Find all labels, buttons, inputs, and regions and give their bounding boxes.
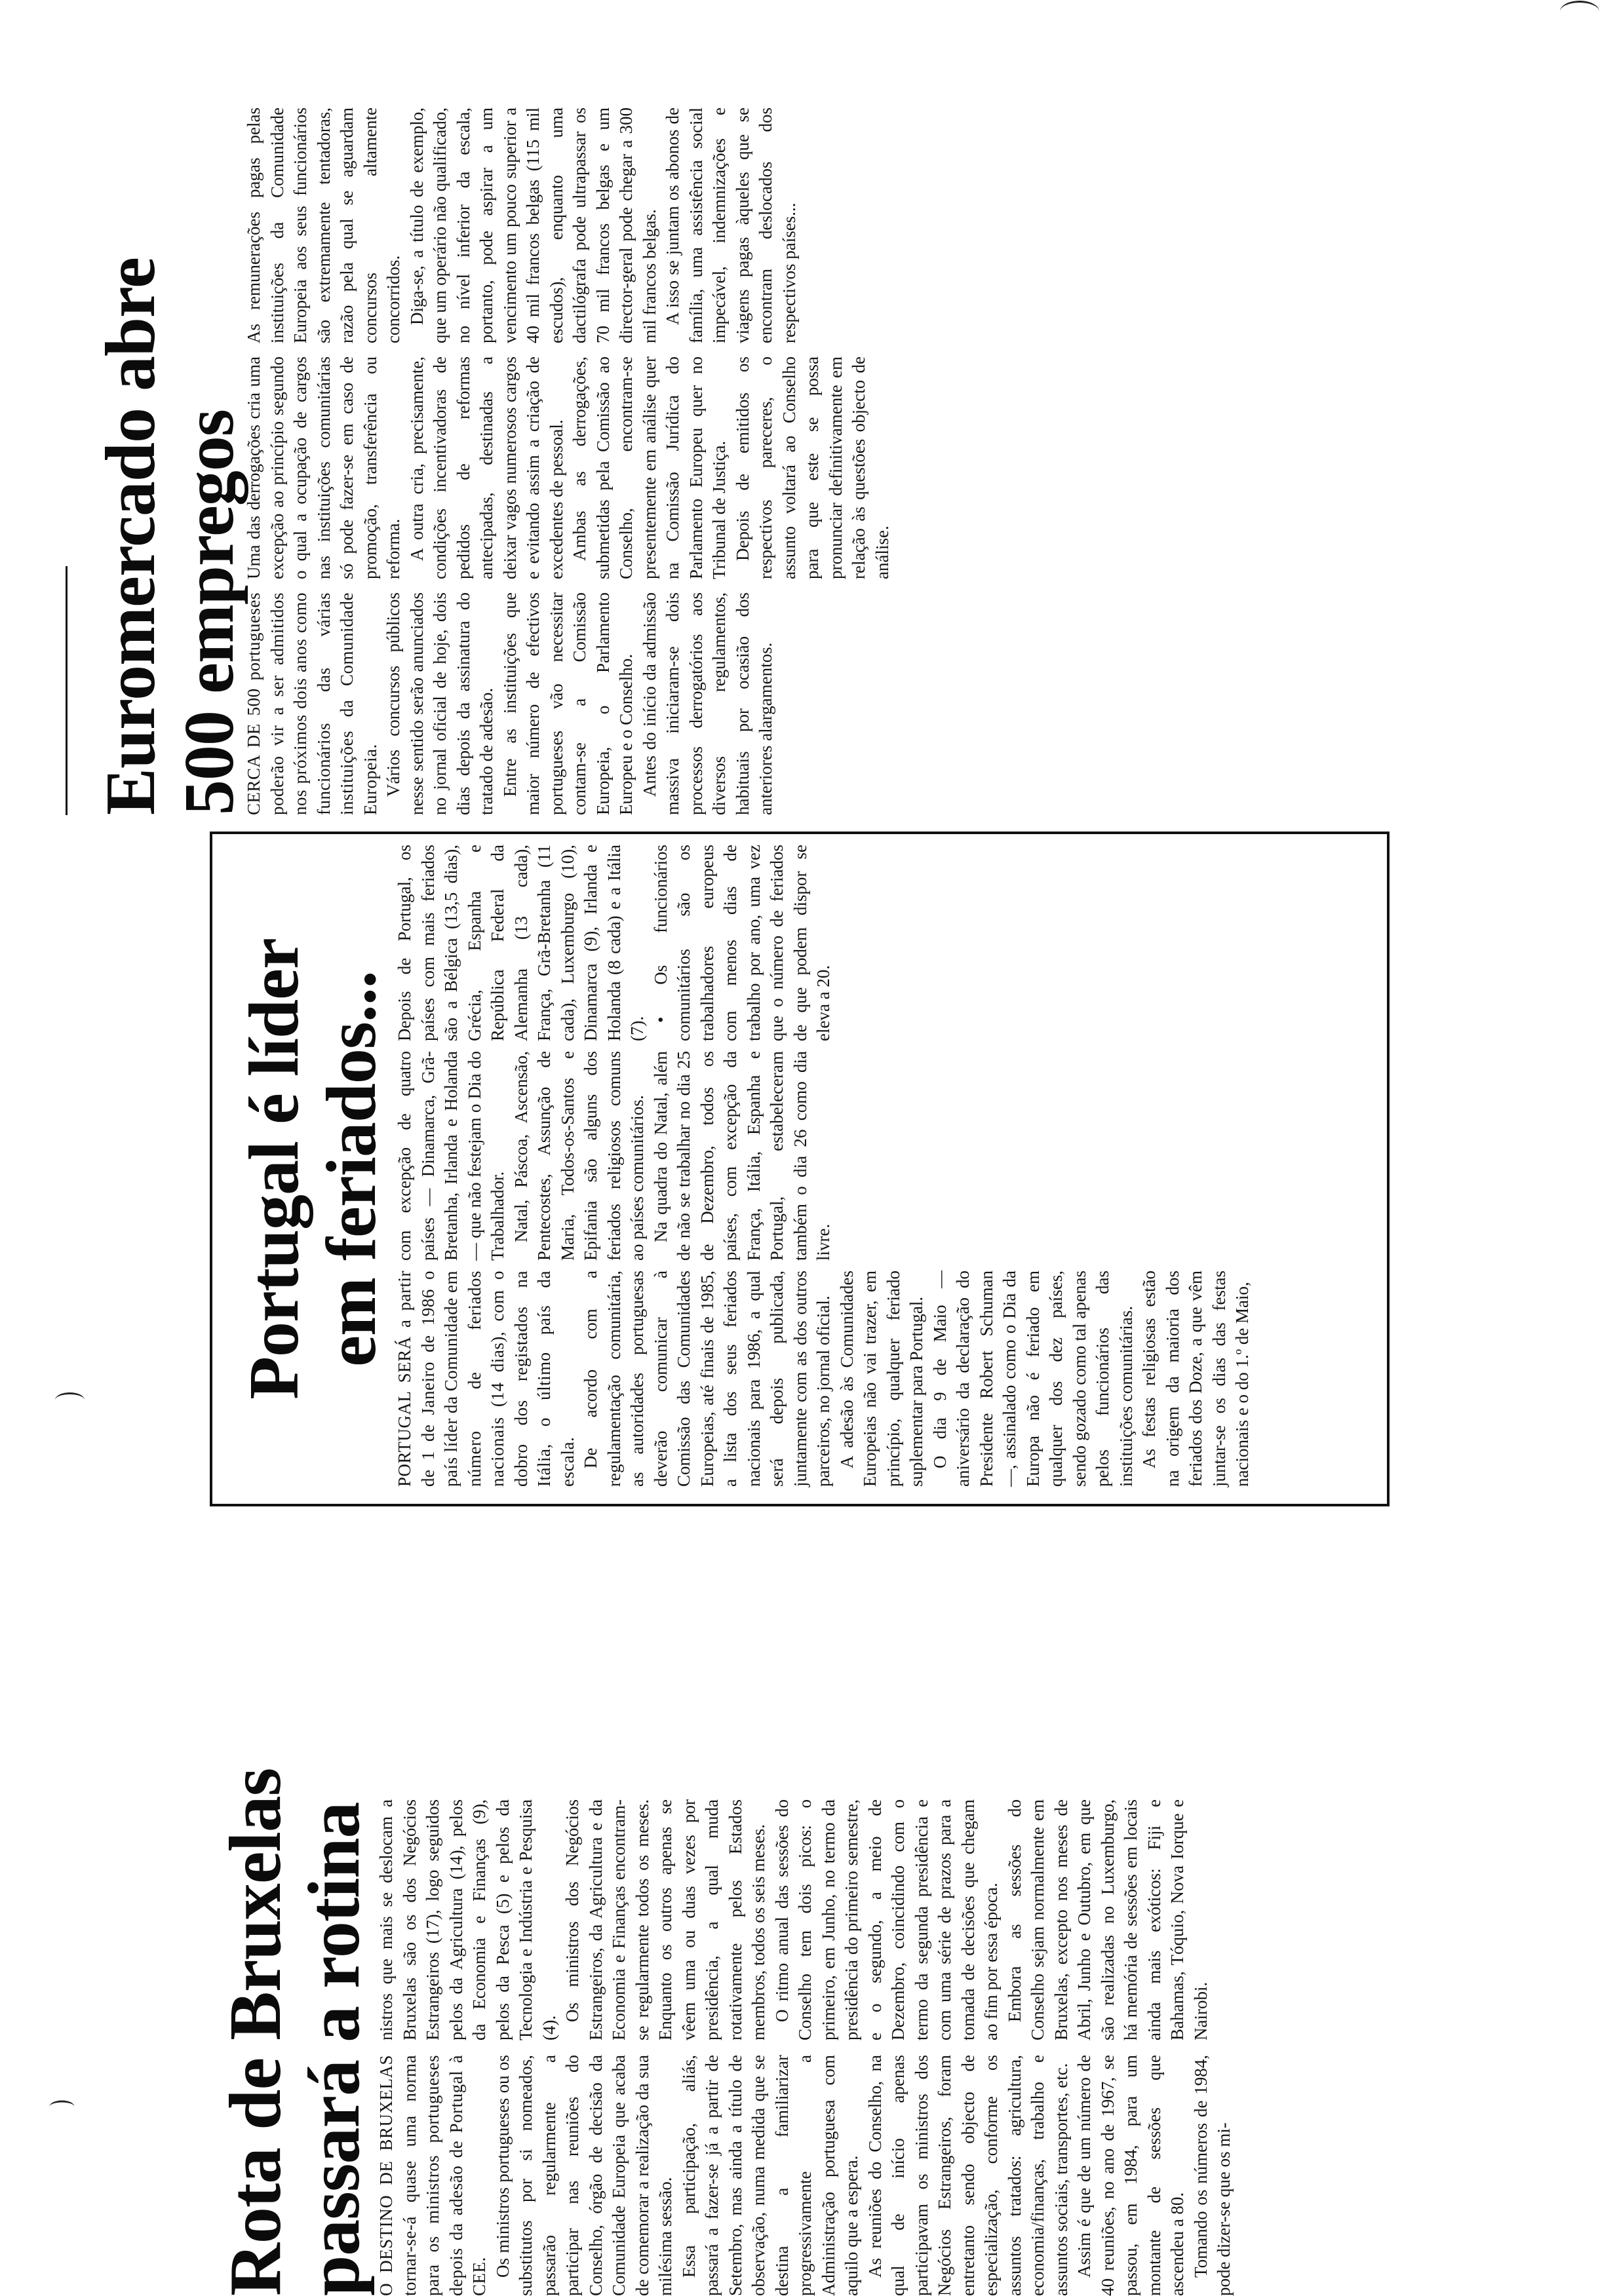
paragraph: A isso se juntam os abonos de família, uma assistência social impecável, indemnizações e viagens pagas àqueles que se encontram deslocados dos respectivos países... xyxy=(663,107,799,343)
paragraph: Embora as sessões do Conselho sejam normalmente em Bruxelas, excepto nos meses de Abril, Junho e Outubro, em que são realizadas no Luxemburgo, há memória de sessões em locais ainda mais exóticos: Fiji e Bahamas, Tóquio, Nova Iorque e Nairobi. xyxy=(1004,1799,1211,2040)
headline-line-1: Euromercado abre xyxy=(92,258,170,815)
paragraph: A outra cria, precisamente, condições incentivadoras de pedidos de reformas antecipadas, destinadas a deixar vagos numerosos cargos e evitando assim a criação de excedentes de pessoal. xyxy=(406,356,566,579)
headline-bruxelas xyxy=(216,1552,374,2296)
paragraph: Tomando os números de 1984, pode dizer-se que os mi- xyxy=(1190,2055,1234,2296)
article-column xyxy=(393,1051,1239,1261)
article-emprego xyxy=(0,0,1615,815)
paragraph: As festas religiosas estão na origem da maioria dos feriados dos Doze, a que vêm juntar-se os dias das festas nacionais e o do 1.º de Maio, xyxy=(1139,1271,1252,1487)
scan-mark xyxy=(50,2101,75,2113)
paragraph: As remunerações pagas pelas instituições da Comunidade Europeia aos seus funcionários são extremamente tentadoras, razão pela qual se aguardam concursos altamente concorridos. xyxy=(244,107,403,343)
paragraph: Vários concursos públicos nesse sentido serão anunciados no jornal oficial de hoje, dois dias depois da assinatura do tratado de adesão. xyxy=(383,592,496,815)
headline-line-2: passará a rotina xyxy=(294,1802,375,2296)
paragraph: De acordo com a regulamentação comunitária, as autoridades portuguesas deverão comunicar à Comissão das Comunidades Europeias, até finais de 1985, a lista dos seus feriados nacionais para 1986, a qual será depois publicada, juntamente com as dos outros parceiros, no jornal oficial. xyxy=(581,1271,833,1487)
scan-mark xyxy=(55,1392,85,1407)
paragraph: Depois de emitidos os respectivos pareceres, o assunto voltará ao Conselho para que este se possa pronunciar definitivamente em relação às questões objecto de análise. xyxy=(732,356,892,579)
paragraph: Essa participação, aliás, passará a fazer-se já a partir de Setembro, mas ainda a título de observação, numa medida que se destina a familiarizar progressivamente a Administração portuguesa com aquilo que a espera. xyxy=(678,2055,861,2296)
article-feriados xyxy=(0,828,1615,1506)
article-column xyxy=(393,845,1239,1041)
headline-line-1: Portugal é líder xyxy=(235,938,313,1400)
paragraph: O ritmo anual das sessões do Conselho tem dois picos: o primeiro, em Junho, no termo da presidência do primeiro semestre, e o segundo, a meio de Dezembro, coincidindo com o termo da segunda presidência e com uma série de prazos para a tomada de decisões que chegam ao fim por essa época. xyxy=(771,1799,1001,2040)
paragraph: Entre as instituições que maior número de efectivos portugueses vão necessitar contam-se a Comissão Europeia, o Parlamento Europeu e o Conselho. xyxy=(499,592,636,815)
headline-emprego xyxy=(92,9,249,815)
paragraph: Diga-se, a título de exemplo, que um operário não qualificado, no nível inferior da escala, portanto, pode aspirar a um vencimento um pouco superior a 40 mil francos belgas (115 mil escudos), enquanto uma dactilógrafa pode ultrapassar os 70 mil francos belgas e um director-geral pode chegar a 300 mil francos belgas. xyxy=(406,107,659,343)
article-column xyxy=(393,1271,1252,1487)
headline-feriados xyxy=(236,858,391,1480)
paragraph: Uma das derrogações cria uma excepção ao princípio segundo o qual a ocupação de cargos nas instituições comunitárias só pode fazer-se em caso de promoção, transferência ou reforma. xyxy=(244,356,403,579)
top-rule xyxy=(66,566,68,815)
paragraph: O dia 9 de Maio — aniversário da declaração do Presidente Robert Schuman —, assinalado como o Dia da Europa não é feriado em qualquer dos dez países, sendo gozado como tal apenas pelos funcionários das instituições comunitárias. xyxy=(929,1271,1136,1487)
paragraph: As reuniões do Conselho, na qual de início apenas participavam os ministros dos Negócios Estrangeiros, foram entretanto sendo objecto de especialização, conforme os assuntos tratados: agricultura, economia/finanças, trabalho e assuntos sociais, transportes, etc. xyxy=(865,2055,1071,2296)
article-column xyxy=(243,592,1232,815)
article-bruxelas xyxy=(0,1552,1615,2296)
headline-line-2: 500 empregos xyxy=(170,410,248,815)
paragraph: Os ministros portugueses ou os substitutos por si nomeados, passarão regularmente a participar nas reuniões do Conselho, órgão de decisão da Comunidade Europeia que acaba de comemorar a realização da sua milésima sessão. xyxy=(492,2055,675,2296)
paragraph: Depois de Portugal, os países com mais feriados são a Bélgica (13,5 dias), Grécia, Espanha e República Federal da Alemanha (13 cada), França, Grã-Bretanha (11 cada), Luxemburgo (10), Dinamarca (9), Irlanda e Holanda (8 cada) e a Itália (7). xyxy=(395,845,647,1041)
paragraph: A adesão às Comunidades Europeias não vai trazer, em princípio, qualquer feriado suplementar para Portugal. xyxy=(836,1271,926,1487)
paragraph: Na quadra do Natal, além de não se trabalhar no dia 25 de Dezembro, todos os países, com excepção da França, Itália, Espanha e Portugal, estabeleceram também o dia 26 como dia livre. xyxy=(650,1051,833,1261)
paragraph: Ambas as derrogações, submetidas pela Comissão ao Conselho, encontram-se presentemente em análise quer na Comissão Jurídica do Parlamento Europeu quer no Tribunal de Justiça. xyxy=(570,356,729,579)
paragraph: Natal, Páscoa, Ascensão, Pentecostes, Assunção de Maria, Todos-os-Santos e Epifania são alguns dos feriados religiosos comuns ao países comunitários. xyxy=(511,1051,647,1261)
article-column xyxy=(243,107,1232,343)
headline-line-1: Rota de Bruxelas xyxy=(215,1768,296,2296)
article-column xyxy=(375,2055,1234,2296)
paragraph: • Os funcionários comunitários são os trabalhadores europeus com menos dias de trabalho por ano, uma vez que o número de feriados de que podem dispor se eleva a 20. xyxy=(650,845,833,1041)
paragraph: Os ministros dos Negócios Estrangeiros, da Agricultura e da Economia e Finanças encontram-se regularmente todos os meses. Enquanto os outros apenas se vêem uma ou duas vezes por presidência, a qual muda rotativamente pelos Estados membros, todos os seis meses. xyxy=(562,1799,768,2040)
paragraph: Antes do início da admissão massiva iniciaram-se dois processos derrogatórios aos diversos regulamentos, habituais por ocasião dos anteriores alargamentos. xyxy=(639,592,775,815)
scan-mark xyxy=(1560,1,1599,22)
paragraph: Assim é que de um número de 40 reuniões, no ano de 1967, se passou, em 1984, para um montante de sessões que ascendeu a 80. xyxy=(1074,2055,1187,2296)
paragraph: PORTUGAL SERÁ a partir de 1 de Janeiro de 1986 o país líder da Comunidade em número de feriados nacionais (14 dias), com o dobro dos registados na Itália, o último país da escala. xyxy=(395,1271,577,1487)
paragraph: com excepção de quatro países — Dinamarca, Grã-Bretanha, Irlanda e Holanda — que não festejam o Dia do Trabalhador. xyxy=(395,1051,507,1261)
headline-line-2: em feriados... xyxy=(313,971,391,1367)
paragraph: O DESTINO DE BRUXELAS tornar-se-á quase uma norma para os ministros portugueses depois da adesão de Portugal à CEE. xyxy=(376,2055,489,2296)
paragraph: nistros que mais se deslocam a Bruxelas são os dos Negócios Estrangeiros (17), logo seguidos pelos da Agricultura (14), pelos da Economia e Finanças (9), pelos da Pesca (5) e pelos da Tecnologia e Indústria e Pesquisa (4). xyxy=(376,1799,559,2040)
article-column xyxy=(243,356,1232,579)
article-column xyxy=(375,1799,1211,2040)
paragraph: CERCA DE 500 portugueses poderão vir a ser admitidos nos próximos dois anos como funcionários das várias instituições da Comunidade Europeia. xyxy=(244,592,380,815)
